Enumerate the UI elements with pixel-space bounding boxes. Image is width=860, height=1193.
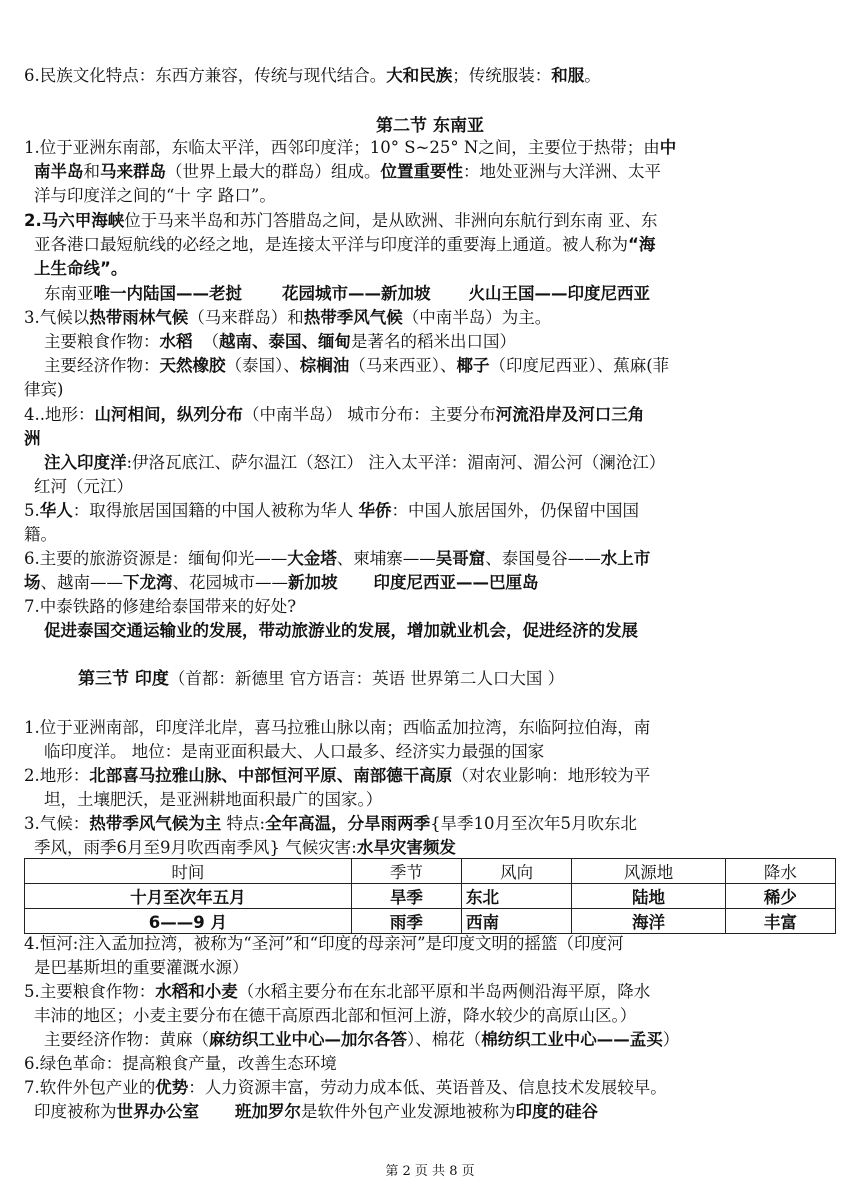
se-p7-question: 7.中泰铁路的修建给泰国带来的好处? <box>24 597 297 616</box>
in-p4-line1: 4.恒河:注入孟加拉湾，被称为“圣河”和“印度的母亲河”是印度文明的摇篮（印度河 <box>24 934 624 953</box>
in-p2-line1: 2.地形：北部喜马拉雅山脉、中部恒河平原、南部德干高原（对农业影响：地形较为平 <box>24 766 651 785</box>
table-row <box>25 909 836 934</box>
se-p3-line2: 主要粮食作物：水稻 （越南、泰国、缅甸是著名的稻米出口国） <box>44 332 516 351</box>
se-p2-line1: 2.马六甲海峡位于马来半岛和苏门答腊岛之间，是从欧洲、非洲向东航行到东南 亚、东 <box>24 211 658 230</box>
table-header-row <box>25 859 836 884</box>
se-p2-line3: 上生命线”。 <box>34 259 128 278</box>
in-p6: 6.绿色革命：提高粮食产量，改善生态环境 <box>24 1054 337 1073</box>
table-header-cell: 降水 <box>725 859 835 884</box>
table-cell: 6——9 月 <box>25 909 352 934</box>
table-cell: 稀少 <box>725 884 835 909</box>
table-cell: 西南 <box>461 909 571 934</box>
in-p3-line2: 季风，雨季6月至9月吹西南季风} 气候灾害:水旱灾害频发 <box>34 838 456 857</box>
culture-line: 6.民族文化特点：东西方兼容，传统与现代结合。大和民族；传统服装：和服。 <box>24 66 601 85</box>
se-p2-line2: 亚各港口最短航线的必经之地，是连接太平洋与印度洋的重要海上通道。被人称为“海 <box>34 235 656 254</box>
monsoon-table <box>24 858 836 934</box>
in-p5-line1: 5.主要粮食作物：水稻和小麦（水稻主要分布在东北部平原和半岛两侧沿海平原，降水 <box>24 982 651 1001</box>
se-p7-answer: 促进泰国交通运输业的发展，带动旅游业的发展，增加就业机会，促进经济的发展 <box>44 621 638 640</box>
se-p6-line2: 场、越南——下龙湾、花园城市——新加坡 印度尼西亚——巴厘岛 <box>24 573 539 592</box>
table-header-cell: 风向 <box>461 859 571 884</box>
in-p5-line3: 主要经济作物：黄麻（麻纺织工业中心—加尔各答）、棉花（棉纺织工业中心——孟买） <box>44 1030 680 1049</box>
in-p1-line2: 临印度洋。 地位：是南亚面积最大、人口最多、经济实力最强的国家 <box>44 742 545 761</box>
table-cell: 十月至次年五月 <box>25 884 352 909</box>
se-p6-line1: 6.主要的旅游资源是：缅甸仰光——大金塔、柬埔寨——吴哥窟、泰国曼谷——水上市 <box>24 549 651 568</box>
table-header-cell: 风源地 <box>572 859 726 884</box>
table-header-cell: 时间 <box>25 859 352 884</box>
se-p3-line4: 律宾) <box>24 380 64 399</box>
se-p5-line1: 5.华人：取得旅居国国籍的中国人被称为华人 华侨：中国人旅居国外，仍保留中国国 <box>24 501 639 520</box>
in-p7-line2: 印度被称为世界办公室 班加罗尔是软件外包产业发源地被称为印度的硅谷 <box>34 1102 598 1121</box>
page-footer: 第 2 页 共 8 页 <box>385 1164 475 1179</box>
table-cell: 丰富 <box>725 909 835 934</box>
se-p1-line2: 南半岛和马来群岛（世界上最大的群岛）组成。位置重要性：地处亚洲与大洋洲、太平 <box>34 162 661 181</box>
section-title-india: 第三节 印度（首都：新德里 官方语言：英语 世界第二人口大国 ） <box>78 669 565 689</box>
se-p4-line1: 4..地形：山河相间，纵列分布（中南半岛） 城市分布：主要分布河流沿岸及河口三角 <box>24 405 645 424</box>
se-p3-line3: 主要经济作物：天然橡胶（泰国）、棕榈油（马来西亚）、椰子（印度尼西亚）、蕉麻(菲 <box>44 356 670 375</box>
in-p4-line2: 是巴基斯坦的重要灌溉水源） <box>34 958 249 977</box>
se-landmarks: 东南亚唯一内陆国——老挝 花园城市——新加坡 火山王国——印度尼西亚 <box>44 284 650 303</box>
se-p5-line2: 籍。 <box>24 525 57 544</box>
se-p4-line2: 洲 <box>24 429 41 448</box>
in-p1-line1: 1.位于亚洲南部，印度洋北岸，喜马拉雅山脉以南；西临孟加拉湾，东临阿拉伯海，南 <box>24 718 651 737</box>
table-header-cell: 季节 <box>351 859 461 884</box>
se-p1-line1: 1.位于亚洲东南部，东临太平洋，西邻印度洋；10° S~25° N之间，主要位于热带；由中 <box>24 138 677 157</box>
se-p1-line3: 洋与印度洋之间的“十 字 路口”。 <box>34 186 276 205</box>
in-p2-line2: 坦，土壤肥沃，是亚洲耕地面积最广的国家。） <box>44 790 383 809</box>
in-p3-line1: 3.气候：热带季风气候为主 特点:全年高温，分旱雨两季{旱季10月至次年5月吹东北 <box>24 814 638 833</box>
table-cell: 旱季 <box>351 884 461 909</box>
section-title-southeast-asia: 第二节 东南亚 <box>376 116 484 136</box>
table-cell: 东北 <box>461 884 571 909</box>
in-p7-line1: 7.软件外包产业的优势：人力资源丰富，劳动力成本低、英语普及、信息技术发展较早。 <box>24 1078 667 1097</box>
table-cell: 陆地 <box>572 884 726 909</box>
se-p4-line4: 红河（元江） <box>34 477 133 496</box>
se-p4-line3: 注入印度洋:伊洛瓦底江、萨尔温江（怒江） 注入太平洋：湄南河、湄公河（澜沧江） <box>44 453 666 472</box>
table-cell: 雨季 <box>351 909 461 934</box>
in-p5-line2: 丰沛的地区；小麦主要分布在德干高原西北部和恒河上游，降水较少的高原山区。） <box>34 1006 637 1025</box>
table-row <box>25 884 836 909</box>
table-cell: 海洋 <box>572 909 726 934</box>
se-p3-line1: 3.气候以热带雨林气候（马来群岛）和热带季风气候（中南半岛）为主。 <box>24 308 552 327</box>
